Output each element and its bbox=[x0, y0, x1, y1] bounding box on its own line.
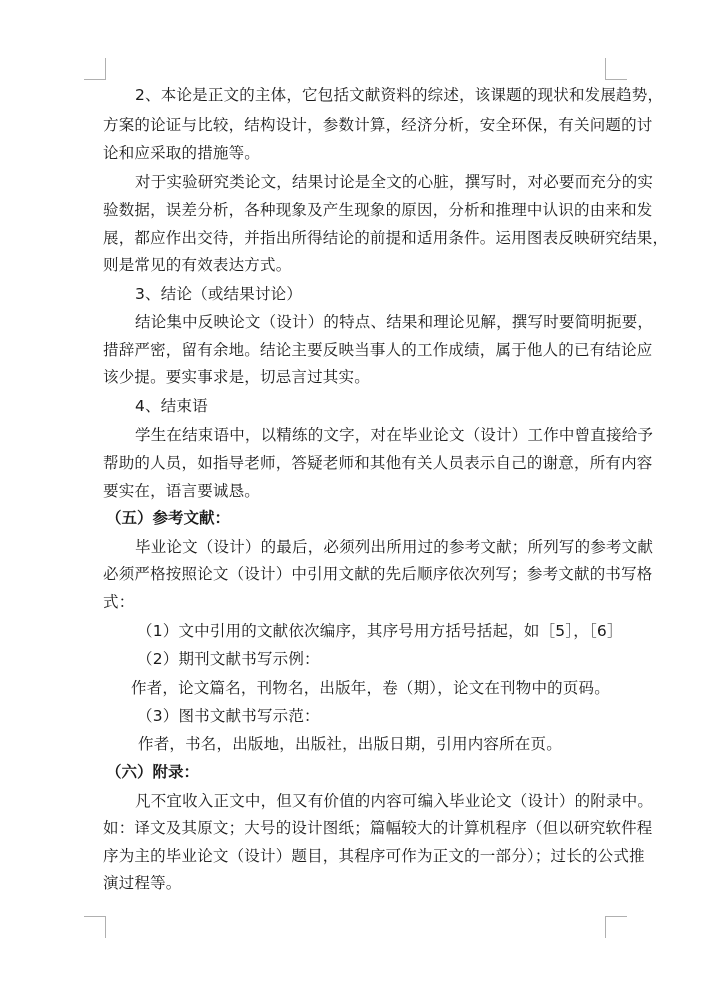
subsection-heading-closing: 4、结束语 bbox=[135, 397, 208, 415]
paragraph-line: 式： bbox=[103, 593, 135, 611]
paragraph-line: 要实在，语言要诚恳。 bbox=[103, 482, 261, 500]
reference-example-journal: 作者，论文篇名，刊物名，出版年，卷（期），论文在刊物中的页码。 bbox=[131, 679, 610, 697]
reference-rule-1: （1）文中引用的文献依次编序，其序号用方括号括起，如［5］，［6］ bbox=[137, 622, 623, 640]
paragraph-line: 对于实验研究类论文，结果讨论是全文的心脏，撰写时，对必要而充分的实 bbox=[135, 173, 654, 191]
paragraph-line: 如：译文及其原文；大号的设计图纸；篇幅较大的计算机程序（但以研究软件程 bbox=[103, 819, 653, 837]
paragraph-line: 展，都应作出交待，并指出所得结论的前提和适用条件。运用图表反映研究结果， bbox=[103, 229, 669, 247]
paragraph-line: 验数据，误差分析，各种现象及产生现象的原因，分析和推理中认识的由来和发 bbox=[103, 201, 653, 219]
paragraph-line: 该少提。要实事求是，切忌言过其实。 bbox=[103, 368, 370, 386]
crop-mark-bottom-left-v bbox=[105, 916, 106, 938]
paragraph-line: 措辞严密，留有余地。结论主要反映当事人的工作成绩，属于他人的已有结论应 bbox=[103, 341, 653, 359]
paragraph-line: 序为主的毕业论文（设计）题目，其程序可作为正文的一部分）；过长的公式推 bbox=[103, 847, 645, 865]
paragraph-line: 2、本论是正文的主体，它包括文献资料的综述，该课题的现状和发展趋势， bbox=[135, 86, 664, 104]
paragraph-line: 方案的论证与比较，结构设计，参数计算，经济分析，安全环保，有关问题的讨 bbox=[103, 116, 653, 134]
crop-mark-top-right-h bbox=[605, 79, 627, 80]
section-heading-appendix: （六）附录： bbox=[106, 763, 200, 781]
paragraph-line: 则是常见的有效表达方式。 bbox=[103, 256, 292, 274]
subsection-heading-conclusion: 3、结论（或结果讨论） bbox=[135, 285, 303, 303]
crop-mark-bottom-right-v bbox=[605, 916, 606, 938]
paragraph-line: 演过程等。 bbox=[103, 874, 182, 892]
reference-example-book: 作者，书名，出版地，出版社，出版日期，引用内容所在页。 bbox=[138, 735, 562, 753]
paragraph-line: 学生在结束语中，以精练的文字，对在毕业论文（设计）工作中曾直接给予 bbox=[135, 426, 654, 444]
paragraph-line: 论和应采取的措施等。 bbox=[103, 144, 261, 162]
crop-mark-top-right-v bbox=[605, 58, 606, 80]
crop-mark-top-left-h bbox=[84, 79, 106, 80]
crop-mark-top-left-v bbox=[105, 58, 106, 80]
reference-rule-2: （2）期刊文献书写示例： bbox=[137, 650, 320, 668]
paragraph-line: 毕业论文（设计）的最后，必须列出所用过的参考文献；所列写的参考文献 bbox=[135, 538, 654, 556]
paragraph-line: 结论集中反映论文（设计）的特点、结果和理论见解，撰写时要简明扼要， bbox=[135, 313, 654, 331]
paragraph-line: 帮助的人员，如指导老师，答疑老师和其他有关人员表示自己的谢意，所有内容 bbox=[103, 454, 653, 472]
crop-mark-bottom-left-h bbox=[84, 916, 106, 917]
paragraph-line: 凡不宜收入正文中，但又有价值的内容可编入毕业论文（设计）的附录中。 bbox=[135, 792, 654, 810]
section-heading-references: （五）参考文献： bbox=[106, 509, 231, 527]
paragraph-line: 必须严格按照论文（设计）中引用文献的先后顺序依次列写；参考文献的书写格 bbox=[103, 565, 653, 583]
crop-mark-bottom-right-h bbox=[605, 916, 627, 917]
reference-rule-3: （3）图书文献书写示范： bbox=[137, 707, 320, 725]
